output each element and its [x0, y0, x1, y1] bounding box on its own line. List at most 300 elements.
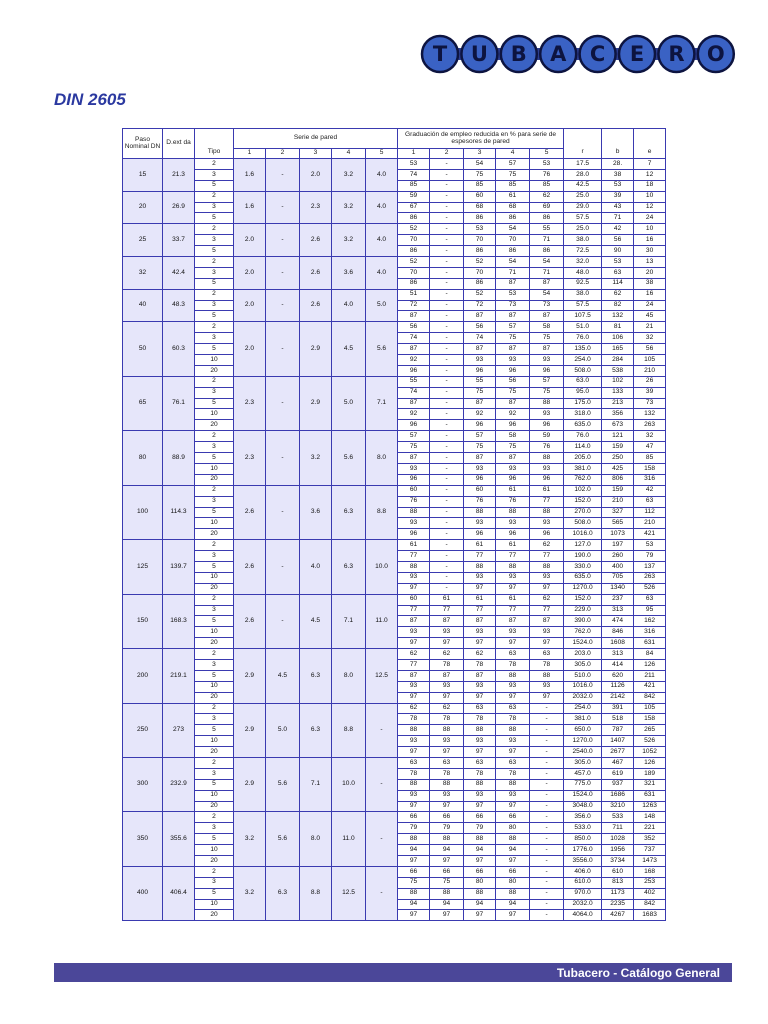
- cell-dext: 48.3: [163, 289, 195, 322]
- cell-tipo: 20: [195, 856, 234, 867]
- cell-serie: 4.0: [366, 224, 398, 257]
- cell-graduacion: 88: [464, 779, 496, 790]
- cell-graduacion: 59: [398, 191, 430, 202]
- cell-b: 787: [602, 725, 634, 736]
- cell-graduacion: -: [530, 779, 564, 790]
- cell-r: 114.0: [564, 442, 602, 453]
- cell-b: 237: [602, 594, 634, 605]
- cell-e: 148: [634, 812, 666, 823]
- svg-text:O: O: [706, 42, 725, 66]
- cell-graduacion: -: [530, 856, 564, 867]
- cell-graduacion: 53: [496, 289, 530, 300]
- cell-b: 121: [602, 431, 634, 442]
- cell-e: 73: [634, 398, 666, 409]
- cell-r: 1270.0: [564, 736, 602, 747]
- cell-graduacion: 86: [398, 246, 430, 257]
- cell-e: 321: [634, 779, 666, 790]
- cell-e: 1683: [634, 910, 666, 921]
- cell-dn: 350: [123, 812, 163, 866]
- cell-r: 38.0: [564, 289, 602, 300]
- cell-graduacion: 88: [530, 561, 564, 572]
- cell-tipo: 5: [195, 670, 234, 681]
- cell-e: 526: [634, 736, 666, 747]
- logo-letter-circle: [461, 36, 497, 72]
- header-serie-col: 2: [266, 149, 300, 159]
- cell-graduacion: 57: [398, 431, 430, 442]
- cell-serie: 7.1: [332, 594, 366, 648]
- cell-r: 152.0: [564, 594, 602, 605]
- cell-graduacion: 97: [464, 638, 496, 649]
- cell-graduacion: -: [430, 333, 464, 344]
- cell-graduacion: -: [530, 801, 564, 812]
- cell-graduacion: -: [430, 169, 464, 180]
- cell-r: 508.0: [564, 365, 602, 376]
- cell-graduacion: 97: [464, 801, 496, 812]
- cell-tipo: 5: [195, 725, 234, 736]
- cell-b: 62: [602, 289, 634, 300]
- cell-graduacion: 97: [430, 801, 464, 812]
- cell-graduacion: 88: [496, 725, 530, 736]
- cell-e: 12: [634, 169, 666, 180]
- cell-e: 126: [634, 757, 666, 768]
- cell-graduacion: 88: [398, 834, 430, 845]
- cell-graduacion: 88: [530, 507, 564, 518]
- cell-graduacion: 59: [530, 431, 564, 442]
- cell-b: 210: [602, 496, 634, 507]
- cell-b: 28.: [602, 159, 634, 170]
- cell-graduacion: 54: [530, 257, 564, 268]
- cell-r: 203.0: [564, 649, 602, 660]
- cell-graduacion: 88: [430, 834, 464, 845]
- cell-graduacion: 88: [496, 507, 530, 518]
- cell-graduacion: 74: [398, 169, 430, 180]
- logo-letter-circle: [540, 36, 576, 72]
- cell-graduacion: 87: [430, 670, 464, 681]
- cell-r: 381.0: [564, 714, 602, 725]
- cell-tipo: 20: [195, 583, 234, 594]
- header-serie-col: 1: [234, 149, 266, 159]
- cell-b: 1407: [602, 736, 634, 747]
- cell-graduacion: 97: [530, 692, 564, 703]
- cell-tipo: 3: [195, 300, 234, 311]
- cell-graduacion: 61: [398, 540, 430, 551]
- cell-r: 175.0: [564, 398, 602, 409]
- cell-e: 10: [634, 224, 666, 235]
- cell-tipo: 20: [195, 910, 234, 921]
- cell-graduacion: 61: [430, 594, 464, 605]
- cell-graduacion: 93: [496, 463, 530, 474]
- cell-graduacion: 87: [530, 344, 564, 355]
- cell-graduacion: 87: [398, 344, 430, 355]
- cell-tipo: 3: [195, 496, 234, 507]
- cell-e: 10: [634, 191, 666, 202]
- cell-b: 1340: [602, 583, 634, 594]
- cell-e: 63: [634, 594, 666, 605]
- cell-r: 205.0: [564, 453, 602, 464]
- cell-graduacion: 97: [464, 583, 496, 594]
- cell-r: 508.0: [564, 518, 602, 529]
- cell-serie: 3.2: [332, 159, 366, 192]
- cell-graduacion: 77: [398, 659, 430, 670]
- cell-r: 406.0: [564, 866, 602, 877]
- cell-graduacion: 87: [530, 616, 564, 627]
- cell-r: 2540.0: [564, 747, 602, 758]
- cell-b: 813: [602, 877, 634, 888]
- cell-graduacion: 78: [530, 659, 564, 670]
- cell-tipo: 3: [195, 387, 234, 398]
- cell-graduacion: 93: [496, 681, 530, 692]
- cell-b: 114: [602, 278, 634, 289]
- cell-graduacion: 87: [530, 311, 564, 322]
- cell-graduacion: -: [530, 714, 564, 725]
- table-row: [123, 594, 666, 605]
- cell-dn: 80: [123, 431, 163, 485]
- cell-graduacion: 93: [398, 518, 430, 529]
- cell-e: 95: [634, 605, 666, 616]
- cell-b: 518: [602, 714, 634, 725]
- cell-r: 2032.0: [564, 899, 602, 910]
- cell-e: 20: [634, 267, 666, 278]
- cell-graduacion: 93: [496, 518, 530, 529]
- cell-graduacion: 87: [398, 670, 430, 681]
- cell-tipo: 10: [195, 572, 234, 583]
- header-dext: D.ext da: [163, 129, 195, 159]
- logo-letter-circle: [580, 36, 616, 72]
- cell-graduacion: 93: [398, 736, 430, 747]
- cell-tipo: 5: [195, 311, 234, 322]
- cell-graduacion: -: [430, 235, 464, 246]
- cell-graduacion: 77: [464, 551, 496, 562]
- cell-graduacion: 78: [496, 659, 530, 670]
- cell-serie: 4.0: [300, 540, 332, 594]
- cell-tipo: 3: [195, 333, 234, 344]
- cell-graduacion: 75: [464, 169, 496, 180]
- cell-dext: 219.1: [163, 649, 195, 703]
- cell-graduacion: 87: [496, 344, 530, 355]
- cell-e: 842: [634, 899, 666, 910]
- cell-graduacion: 97: [530, 583, 564, 594]
- cell-e: 85: [634, 453, 666, 464]
- table-row: [123, 812, 666, 823]
- cell-r: 1776.0: [564, 845, 602, 856]
- header-e: e: [634, 129, 666, 159]
- cell-graduacion: 80: [496, 823, 530, 834]
- cell-graduacion: 93: [430, 736, 464, 747]
- cell-graduacion: 92: [398, 355, 430, 366]
- cell-e: 316: [634, 627, 666, 638]
- table-row: [123, 257, 666, 268]
- cell-r: 356.0: [564, 812, 602, 823]
- header-graduacion: Graduación de empleo reducida en % para serie de espesores de pared: [398, 129, 564, 149]
- cell-b: 533: [602, 812, 634, 823]
- cell-tipo: 2: [195, 594, 234, 605]
- cell-r: 1524.0: [564, 790, 602, 801]
- cell-b: 2677: [602, 747, 634, 758]
- cell-b: 937: [602, 779, 634, 790]
- table-row: [123, 431, 666, 442]
- cell-serie: 1.6: [234, 159, 266, 192]
- cell-graduacion: 76: [496, 496, 530, 507]
- cell-serie: 3.6: [332, 257, 366, 290]
- cell-graduacion: 70: [496, 235, 530, 246]
- cell-graduacion: 72: [464, 300, 496, 311]
- cell-graduacion: 88: [530, 670, 564, 681]
- cell-r: 102.0: [564, 485, 602, 496]
- cell-dext: 114.3: [163, 485, 195, 539]
- cell-graduacion: 78: [464, 714, 496, 725]
- cell-r: 254.0: [564, 703, 602, 714]
- cell-graduacion: 87: [398, 453, 430, 464]
- cell-e: 137: [634, 561, 666, 572]
- cell-tipo: 2: [195, 289, 234, 300]
- cell-graduacion: -: [530, 812, 564, 823]
- cell-r: 381.0: [564, 463, 602, 474]
- cell-serie: 2.0: [234, 322, 266, 376]
- cell-serie: 4.5: [300, 594, 332, 648]
- cell-e: 421: [634, 681, 666, 692]
- svg-text:C: C: [589, 42, 606, 66]
- cell-graduacion: 93: [464, 736, 496, 747]
- cell-b: 565: [602, 518, 634, 529]
- logo-letter-circle: [501, 36, 537, 72]
- cell-e: 21: [634, 322, 666, 333]
- cell-graduacion: 96: [496, 474, 530, 485]
- cell-serie: 2.6: [234, 594, 266, 648]
- cell-b: 467: [602, 757, 634, 768]
- cell-graduacion: -: [430, 529, 464, 540]
- cell-tipo: 5: [195, 344, 234, 355]
- cell-graduacion: -: [430, 398, 464, 409]
- cell-serie: 3.2: [234, 812, 266, 866]
- cell-serie: 3.2: [234, 866, 266, 920]
- cell-serie: 8.8: [332, 703, 366, 757]
- cell-serie: 3.2: [300, 431, 332, 485]
- cell-graduacion: 61: [496, 540, 530, 551]
- cell-graduacion: 94: [496, 899, 530, 910]
- cell-serie: -: [266, 376, 300, 430]
- cell-dn: 32: [123, 257, 163, 290]
- footer-text: Tubacero - Catálogo General: [556, 965, 720, 980]
- cell-r: 107.5: [564, 311, 602, 322]
- cell-graduacion: 86: [464, 278, 496, 289]
- cell-r: 76.0: [564, 333, 602, 344]
- cell-b: 673: [602, 420, 634, 431]
- cell-graduacion: -: [430, 442, 464, 453]
- svg-text:B: B: [510, 42, 527, 66]
- cell-tipo: 3: [195, 551, 234, 562]
- cell-serie: 5.6: [332, 431, 366, 485]
- cell-graduacion: -: [430, 180, 464, 191]
- cell-tipo: 2: [195, 540, 234, 551]
- cell-b: 213: [602, 398, 634, 409]
- cell-graduacion: 87: [464, 453, 496, 464]
- cell-graduacion: 88: [430, 779, 464, 790]
- table-body: [123, 159, 666, 921]
- cell-graduacion: -: [430, 202, 464, 213]
- cell-graduacion: 55: [530, 224, 564, 235]
- cell-serie: 5.6: [266, 757, 300, 811]
- cell-graduacion: -: [430, 159, 464, 170]
- cell-serie: 4.0: [366, 159, 398, 192]
- cell-graduacion: 75: [530, 333, 564, 344]
- cell-serie: 7.1: [300, 757, 332, 811]
- tubacero-logo: [420, 34, 736, 74]
- cell-b: 53: [602, 180, 634, 191]
- cell-graduacion: 66: [464, 812, 496, 823]
- cell-e: 631: [634, 638, 666, 649]
- cell-e: 132: [634, 409, 666, 420]
- cell-graduacion: 93: [398, 681, 430, 692]
- cell-serie: 4.0: [366, 191, 398, 224]
- cell-tipo: 20: [195, 638, 234, 649]
- cell-serie: -: [366, 703, 398, 757]
- cell-graduacion: 97: [398, 692, 430, 703]
- cell-r: 42.5: [564, 180, 602, 191]
- table-row: [123, 322, 666, 333]
- cell-graduacion: 96: [464, 365, 496, 376]
- header-grad-col: 2: [430, 149, 464, 159]
- cell-e: 842: [634, 692, 666, 703]
- cell-graduacion: 93: [496, 355, 530, 366]
- cell-graduacion: 97: [430, 638, 464, 649]
- cell-graduacion: 93: [430, 627, 464, 638]
- cell-graduacion: 96: [398, 529, 430, 540]
- cell-graduacion: 54: [464, 159, 496, 170]
- cell-graduacion: 62: [530, 594, 564, 605]
- cell-tipo: 5: [195, 888, 234, 899]
- cell-tipo: 10: [195, 790, 234, 801]
- cell-b: 2142: [602, 692, 634, 703]
- cell-tipo: 2: [195, 649, 234, 660]
- cell-b: 327: [602, 507, 634, 518]
- cell-tipo: 5: [195, 213, 234, 224]
- cell-graduacion: 71: [530, 235, 564, 246]
- cell-dn: 400: [123, 866, 163, 920]
- cell-serie: 6.3: [300, 649, 332, 703]
- cell-r: 95.0: [564, 387, 602, 398]
- cell-graduacion: 86: [398, 278, 430, 289]
- cell-r: 48.0: [564, 267, 602, 278]
- cell-graduacion: 77: [496, 605, 530, 616]
- cell-e: 211: [634, 670, 666, 681]
- cell-graduacion: 93: [530, 627, 564, 638]
- cell-e: 16: [634, 235, 666, 246]
- cell-graduacion: 86: [398, 213, 430, 224]
- cell-e: 32: [634, 431, 666, 442]
- cell-graduacion: 92: [496, 409, 530, 420]
- cell-serie: 2.9: [234, 649, 266, 703]
- cell-serie: 2.9: [300, 376, 332, 430]
- cell-graduacion: 97: [398, 638, 430, 649]
- cell-b: 53: [602, 257, 634, 268]
- cell-e: 1473: [634, 856, 666, 867]
- cell-tipo: 3: [195, 267, 234, 278]
- cell-serie: 5.0: [332, 376, 366, 430]
- header-grad-col: 3: [464, 149, 496, 159]
- cell-r: 3556.0: [564, 856, 602, 867]
- cell-b: 284: [602, 355, 634, 366]
- cell-b: 38: [602, 169, 634, 180]
- cell-graduacion: -: [530, 790, 564, 801]
- cell-graduacion: 93: [496, 627, 530, 638]
- cell-serie: -: [266, 224, 300, 257]
- cell-graduacion: -: [530, 725, 564, 736]
- cell-graduacion: 96: [398, 420, 430, 431]
- cell-tipo: 2: [195, 224, 234, 235]
- cell-b: 846: [602, 627, 634, 638]
- cell-serie: 6.3: [300, 703, 332, 757]
- cell-b: 610: [602, 866, 634, 877]
- cell-graduacion: 97: [430, 692, 464, 703]
- cell-r: 17.5: [564, 159, 602, 170]
- cell-dn: 200: [123, 649, 163, 703]
- cell-graduacion: 61: [496, 191, 530, 202]
- cell-e: 1052: [634, 747, 666, 758]
- cell-e: 737: [634, 845, 666, 856]
- cell-graduacion: 93: [530, 463, 564, 474]
- cell-b: 56: [602, 235, 634, 246]
- cell-r: 390.0: [564, 616, 602, 627]
- cell-serie: 4.0: [366, 257, 398, 290]
- cell-e: 38: [634, 278, 666, 289]
- cell-tipo: 10: [195, 899, 234, 910]
- header-grad-col: 5: [530, 149, 564, 159]
- cell-graduacion: 85: [464, 180, 496, 191]
- cell-graduacion: 78: [398, 714, 430, 725]
- cell-graduacion: 74: [398, 387, 430, 398]
- cell-graduacion: 93: [496, 572, 530, 583]
- cell-graduacion: -: [430, 583, 464, 594]
- cell-tipo: 2: [195, 159, 234, 170]
- cell-graduacion: 93: [430, 681, 464, 692]
- cell-graduacion: 97: [496, 747, 530, 758]
- cell-r: 457.0: [564, 768, 602, 779]
- cell-tipo: 2: [195, 812, 234, 823]
- logo-letter-circle: [619, 36, 655, 72]
- cell-tipo: 20: [195, 529, 234, 540]
- cell-e: 263: [634, 572, 666, 583]
- cell-r: 29.0: [564, 202, 602, 213]
- cell-tipo: 20: [195, 420, 234, 431]
- cell-serie: 6.3: [332, 540, 366, 594]
- cell-tipo: 2: [195, 431, 234, 442]
- cell-r: 28.0: [564, 169, 602, 180]
- cell-serie: 5.0: [366, 289, 398, 322]
- cell-b: 619: [602, 768, 634, 779]
- cell-serie: 2.0: [300, 159, 332, 192]
- cell-dn: 40: [123, 289, 163, 322]
- cell-e: 253: [634, 877, 666, 888]
- cell-serie: 8.8: [300, 866, 332, 920]
- cell-e: 16: [634, 289, 666, 300]
- cell-graduacion: -: [530, 834, 564, 845]
- cell-graduacion: -: [530, 747, 564, 758]
- cell-tipo: 2: [195, 703, 234, 714]
- cell-e: 63: [634, 496, 666, 507]
- cell-graduacion: 57: [496, 159, 530, 170]
- cell-graduacion: 63: [496, 757, 530, 768]
- table-row: [123, 757, 666, 768]
- cell-dext: 232.9: [163, 757, 195, 811]
- cell-serie: 2.9: [234, 703, 266, 757]
- cell-graduacion: 87: [496, 398, 530, 409]
- cell-serie: 7.1: [366, 376, 398, 430]
- cell-graduacion: 75: [398, 877, 430, 888]
- cell-graduacion: 97: [430, 747, 464, 758]
- cell-tipo: 10: [195, 463, 234, 474]
- cell-graduacion: 93: [464, 572, 496, 583]
- cell-e: 1263: [634, 801, 666, 812]
